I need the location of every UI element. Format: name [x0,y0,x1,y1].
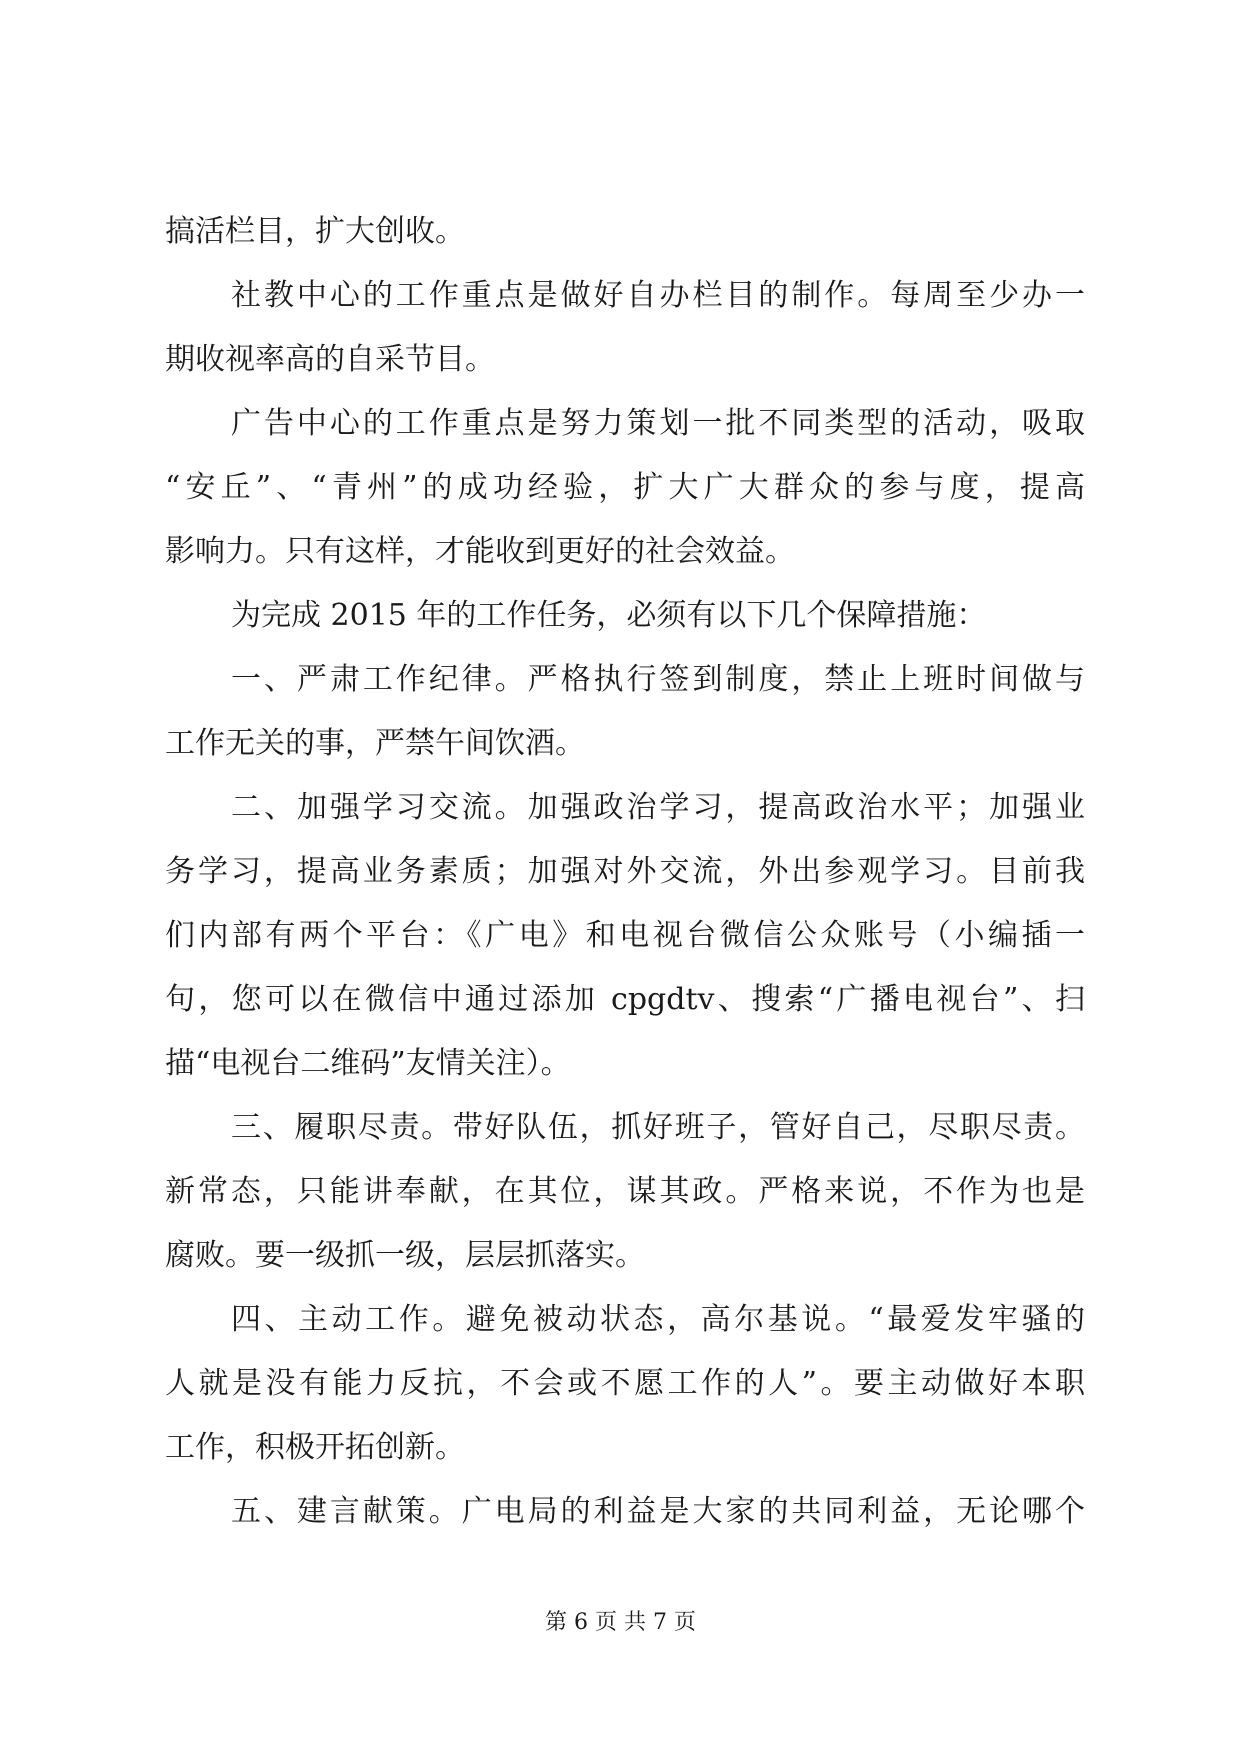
text-line: 为完成 2015 年的工作任务，必须有以下几个保障措施： [231,598,987,633]
text-line: 三、履职尽责。带好队伍，抓好班子，管好自己，尽职尽责。 [231,1110,1085,1145]
text-line: 工作无关的事，严禁午间饮酒。 [165,726,585,761]
text-line: 五、建言献策。广电局的利益是大家的共同利益，无论哪个 [231,1494,1085,1529]
text-line: 人就是没有能力反抗，不会或不愿工作的人”。要主动做好本职 [165,1366,1085,1401]
text-line: 一、严肃工作纪律。严格执行签到制度，禁止上班时间做与 [231,662,1085,697]
page-footer: 第 6 页 共 7 页 [545,1610,696,1635]
text-line: 广告中心的工作重点是努力策划一批不同类型的活动，吸取 [231,406,1085,441]
text-line: 描“电视台二维码”友情关注）。 [165,1046,571,1081]
text-line: 搞活栏目，扩大创收。 [165,214,465,249]
text-line: 四、主动工作。避免被动状态，高尔基说。“最爱发牢骚的 [231,1302,1085,1337]
text-line: 新常态，只能讲奉献，在其位，谋其政。严格来说，不作为也是 [165,1174,1085,1209]
text-line: 工作，积极开拓创新。 [165,1430,465,1465]
text-line: 二、加强学习交流。加强政治学习，提高政治水平；加强业 [231,790,1085,825]
text-line: 腐败。要一级抓一级，层层抓落实。 [165,1238,645,1273]
text-line: 社教中心的工作重点是做好自办栏目的制作。每周至少办一 [231,278,1085,313]
text-line: 们内部有两个平台：《广电》和电视台微信公众账号（小编插一 [165,918,1085,953]
text-line: 影响力。只有这样，才能收到更好的社会效益。 [165,534,795,569]
text-line: “安丘”、“青州”的成功经验，扩大广大群众的参与度，提高 [165,470,1085,505]
body-text [165,200,1085,1544]
text-line: 句，您可以在微信中通过添加 cpgdtv、搜索“广播电视台”、扫 [165,982,1085,1017]
text-line: 务学习，提高业务素质；加强对外交流，外出参观学习。目前我 [165,854,1085,889]
text-line: 期收视率高的自采节目。 [165,342,495,377]
